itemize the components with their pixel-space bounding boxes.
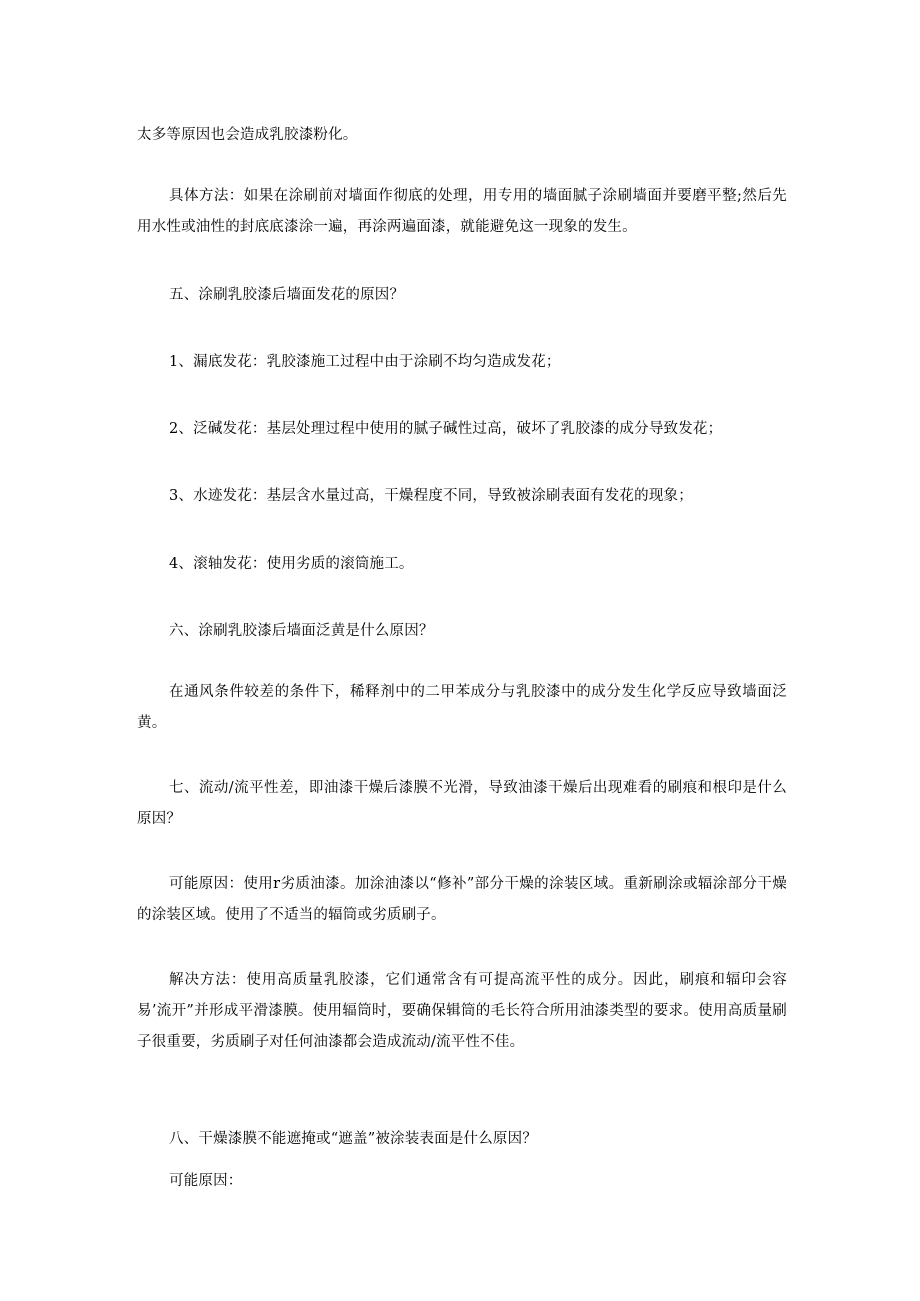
paragraph-flow-causes: 可能原因：使用r劣质油漆。加涂油漆以“修补”部分干燥的涂装区域。重新刷涂或辐涂部分干燥的涂装区域。使用了不适当的辐筒或劣质刷子。	[137, 876, 787, 923]
heading-section-8: 八、干燥漆膜不能遮掩或“遮盖”被涂装表面是什么原因？	[169, 1131, 538, 1147]
paragraph-flow-solution: 解决方法：使用高质量乳胶漆，它们通常含有可提高流平性的成分。因此，刷痕和辐印会容易’流开”并形成平滑漆膜。使用辐筒时，要确保辑筒的毛长符合所用油漆类型的要求。使用高质量刷子很重要，劣质刷子对任何油漆都会造成流动/流平性不佳。	[137, 972, 787, 1050]
paragraph-chalking-cause: 太多等原因也会造成乳胶漆粉化。	[137, 127, 358, 143]
list-item-3: 3、水迹发花：基层含水量过高，干燥程度不同，导致被涂刷表面有发花的现象；	[169, 488, 693, 504]
list-item-2: 2、泛碱发花：基层处理过程中使用的腻子碱性过高，破坏了乳胶漆的成分导致发花；	[169, 421, 723, 437]
heading-section-5: 五、涂刷乳胶漆后墙面发花的原因？	[169, 287, 405, 303]
paragraph-chalking-method: 具体方法：如果在涂刷前对墙面作彻底的处理，用专用的墙面腻子涂刷墙面并要磨平整;然后先用水性或油性的封底底漆涂一遍，再涂两遍面漆，就能避免这一现象的发生。	[137, 188, 787, 235]
paragraph-yellowing-cause: 在通风条件较差的条件下，稀释剂中的二甲苯成分与乳胶漆中的成分发生化学反应导致墙面泛黄。	[137, 684, 787, 731]
paragraph-possible-causes: 可能原因：	[169, 1173, 243, 1189]
heading-section-7: 七、流动/流平性差，即油漆干燥后漆膜不光滑，导致油漆干燥后出现难看的刷痕和根印是什么原因？	[137, 780, 787, 827]
list-item-4: 4、滚轴发花：使用劣质的滚筒施工。	[169, 556, 414, 572]
heading-section-6: 六、涂刷乳胶漆后墙面泛黄是什么原因？	[169, 623, 434, 639]
list-item-1: 1、漏底发花：乳胶漆施工过程中由于涂刷不均匀造成发花；	[169, 354, 561, 370]
